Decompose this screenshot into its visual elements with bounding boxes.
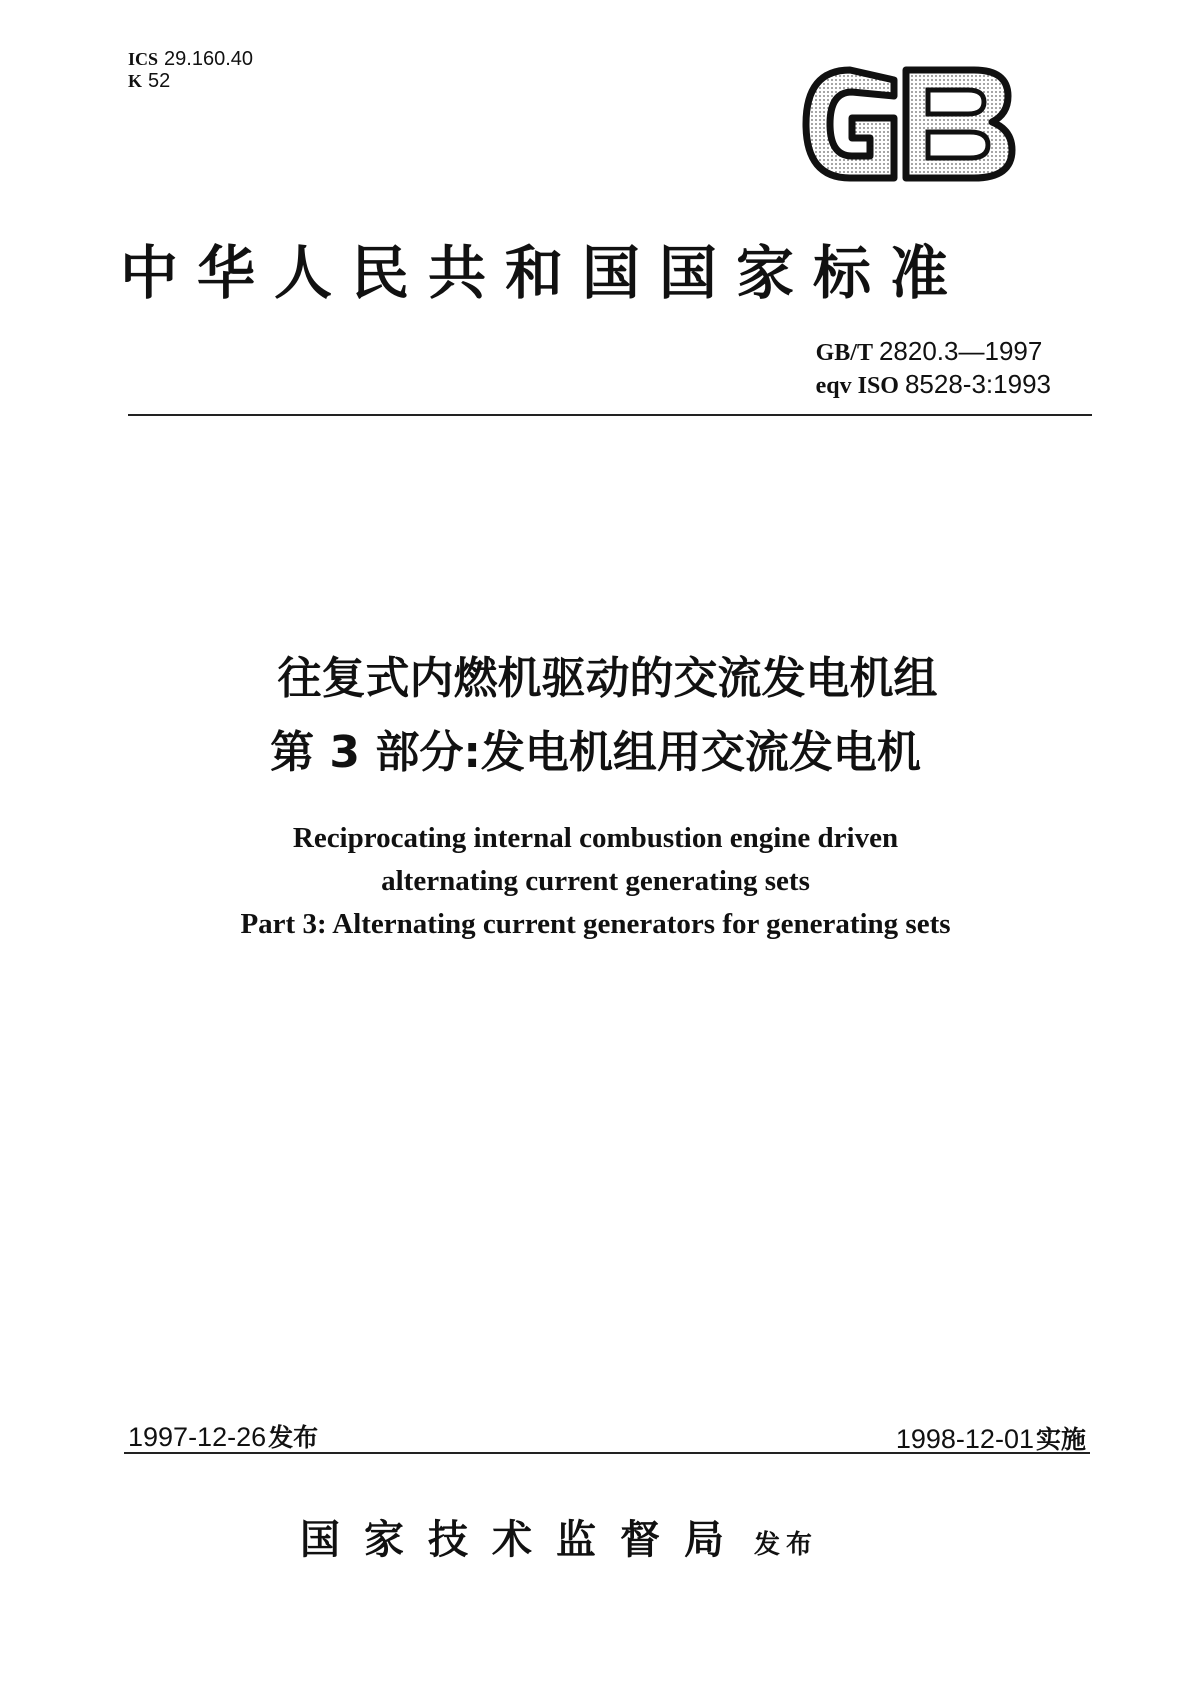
title-cn-line-2: 第 3 部分:发电机组用交流发电机: [270, 727, 921, 778]
equivalence-code: 8528-3:1993: [904, 369, 1051, 399]
logo-letter-b: [906, 70, 1012, 178]
header-divider: [128, 414, 1092, 416]
footer-divider: [124, 1452, 1090, 1454]
effective-date-suffix: 实施: [1035, 1425, 1086, 1454]
standard-number-block: [816, 336, 1051, 402]
effective-date: [896, 1420, 1086, 1456]
standard-number-line: [816, 336, 1051, 369]
issuer-verb: 发布: [754, 1530, 819, 1560]
gb-logo: [798, 66, 1018, 182]
equivalence-line: [816, 369, 1051, 402]
ccs-line: [128, 70, 253, 92]
equivalence-label: eqv ISO: [815, 373, 899, 399]
title-cn-line-1: 往复式内燃机驱动的交流发电机组: [277, 653, 938, 704]
title-en-line-3: Part 3: Alternating current generators for generating sets: [240, 908, 951, 940]
issue-date-suffix: 发布: [268, 1423, 319, 1452]
issue-date-value: 1997-12-26: [128, 1422, 267, 1452]
effective-date-value: 1998-12-01: [895, 1424, 1034, 1454]
standard-number-label: GB/T: [815, 340, 873, 366]
title-en-line-1: Reciprocating internal combustion engine driven: [292, 822, 899, 854]
logo-letter-g: [806, 70, 894, 178]
title-en-line-2: alternating current generating sets: [381, 865, 810, 897]
standard-number: 2820.3—1997: [878, 336, 1043, 366]
national-standard-heading: 中华人民共和国国家标准: [120, 239, 968, 307]
ccs-code: 52: [148, 70, 171, 92]
issuing-authority: [300, 1508, 818, 1565]
ics-code: 29.160.40: [164, 48, 253, 70]
ics-line: [128, 48, 253, 70]
issue-date: [128, 1418, 318, 1454]
issuer-name: 国家技术监督局: [300, 1516, 748, 1563]
classification-codes: [128, 48, 253, 92]
ccs-label: K: [128, 71, 143, 91]
ics-label: ICS: [128, 49, 159, 69]
